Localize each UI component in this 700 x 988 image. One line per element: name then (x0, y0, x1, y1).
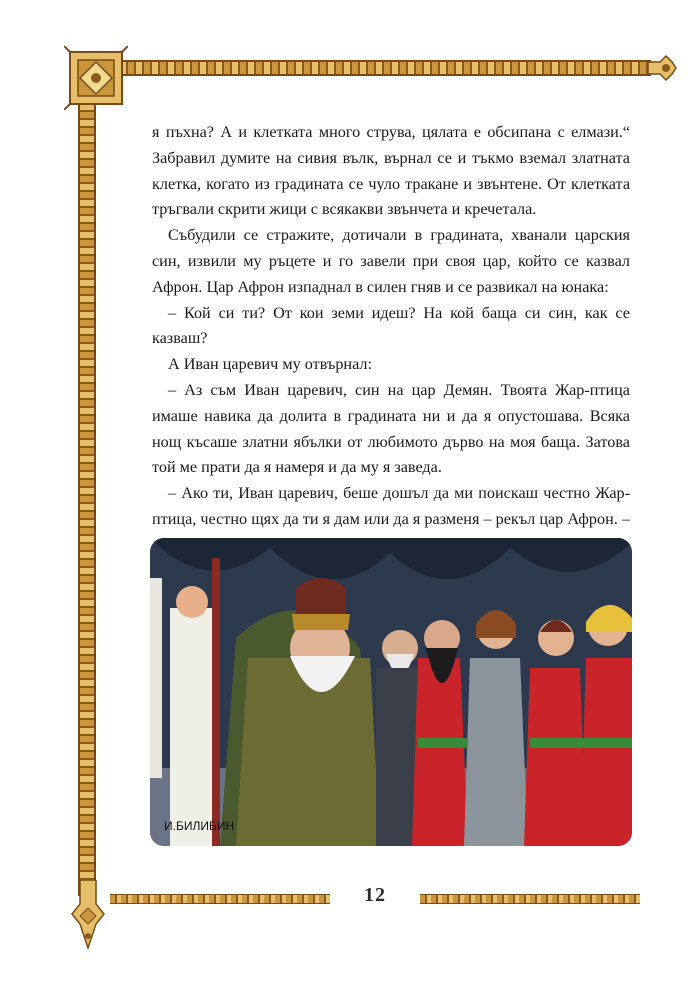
body-text (152, 120, 630, 584)
paragraph: – Ако ти, Иван царевич, беше дошъл да ми поискаш честно Жар-птица, честно щях да ти я дам или да я разменя – рекъл цар Афрон. – (152, 484, 630, 528)
artist-signature: И.БИЛИБИН (164, 819, 235, 833)
ornament-top-end-icon (646, 54, 678, 82)
ornamental-border-left (78, 96, 96, 896)
paragraph: – Аз съм Иван царевич, син на цар Демян. Твоята Жар-птица имаше навика да долита в градината ни и да я опустошава. Всяка нощ късаше златни ябълки от любимото дърво на моя баща. Затова той ме прати да я намеря и да му я заведа. (152, 380, 630, 477)
footer-ornament-right (420, 894, 640, 904)
paragraph: А Иван царевич му отвърнал: (168, 355, 372, 374)
paragraph: я пъхна? А и клетката много струва, цялата е обсипана с елмази.“ Забравил думите на сивия вълк, върнал се и тъкмо вземал златната клетка, когато из градината се чуло тракане и звънтене. От клетката тръгвали скрити жици с всякакви звънчета и кречетала. (152, 123, 630, 219)
paragraph: Събудили се стражите, дотичали в градината, хванали царския син, извили му ръцете и го завели при своя цар, който се казвал Афрон. Цар Афрон изпаднал в силен гняв и се развикал на юнака: (152, 226, 630, 296)
page-number: 12 (364, 884, 386, 906)
paragraph: – Кой си ти? От кои земи идеш? На кой баща си син, как се казваш? (152, 303, 630, 348)
illustration-scene (150, 538, 632, 846)
footer-ornament-left (110, 894, 330, 904)
ornamental-border-top (96, 60, 651, 76)
illustration (150, 538, 632, 846)
ornament-corner-icon (64, 46, 128, 110)
ornament-bottom-end-icon (70, 880, 106, 950)
